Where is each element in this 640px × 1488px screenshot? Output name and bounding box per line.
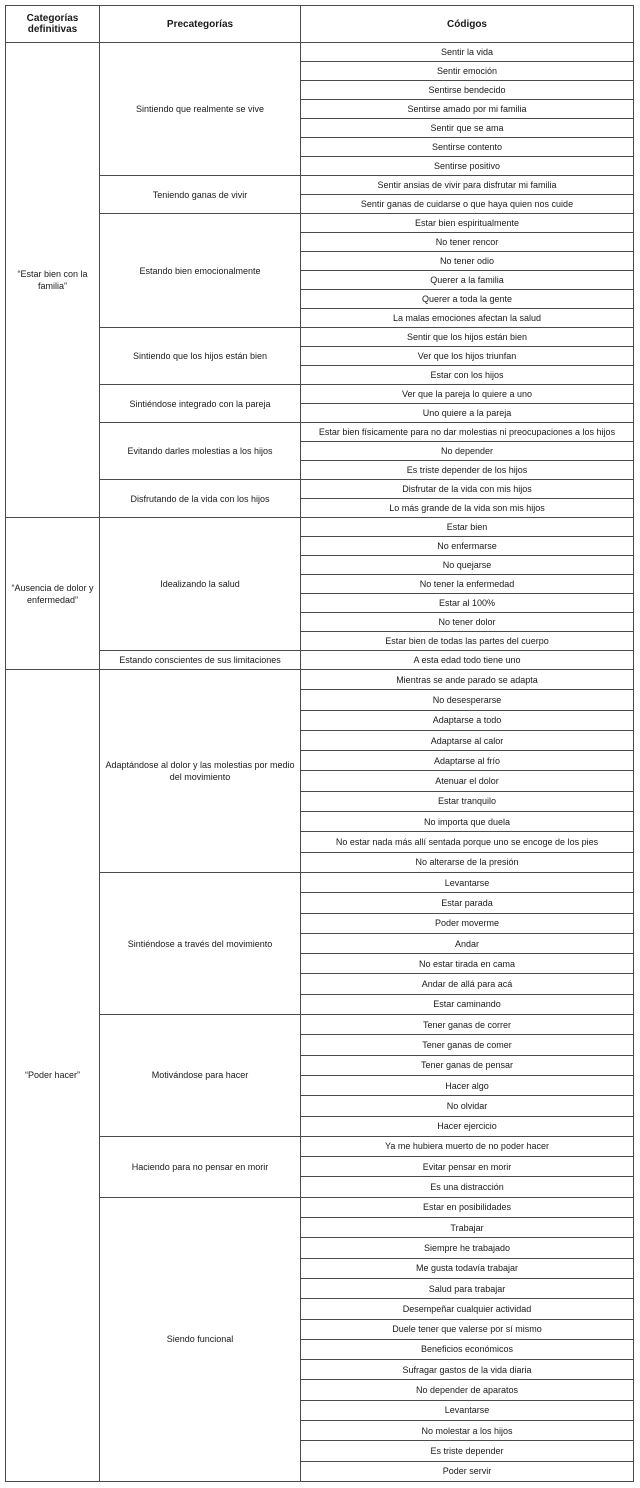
code-cell: Es triste depender [301, 1441, 634, 1461]
table-row [6, 1197, 634, 1217]
code-cell: Desempeñar cualquier actividad [301, 1299, 634, 1319]
code-cell: Estar bien espiritualmente [301, 214, 634, 233]
code-cell: Levantarse [301, 872, 634, 892]
code-cell: Sentir que se ama [301, 119, 634, 138]
code-cell: No olvidar [301, 1096, 634, 1116]
code-cell: No estar tirada en cama [301, 954, 634, 974]
code-cell: Sentir ganas de cuidarse o que haya quien nos cuide [301, 195, 634, 214]
precategory-cell: Sintiéndose a través del movimiento [100, 872, 301, 1014]
code-cell: Estar al 100% [301, 594, 634, 613]
code-cell: Sentirse amado por mi familia [301, 100, 634, 119]
header-precategorias: Precategorías [100, 6, 301, 43]
code-cell: Beneficios económicos [301, 1339, 634, 1359]
code-cell: Adaptarse al frío [301, 751, 634, 771]
code-cell: No desesperarse [301, 690, 634, 710]
header-row [6, 6, 634, 43]
code-cell: Duele tener que valerse por sí mismo [301, 1319, 634, 1339]
code-cell: Trabajar [301, 1218, 634, 1238]
code-cell: No enfermarse [301, 537, 634, 556]
code-cell: Poder servir [301, 1461, 634, 1481]
code-cell: Tener ganas de comer [301, 1035, 634, 1055]
table-row [6, 480, 634, 499]
code-cell: Estar en posibilidades [301, 1197, 634, 1217]
table-body [6, 43, 634, 1482]
precategory-cell: Adaptándose al dolor y las molestias por medio del movimiento [100, 670, 301, 873]
code-cell: Ver que la pareja lo quiere a uno [301, 385, 634, 404]
header-categorias: Categorías definitivas [6, 6, 100, 43]
code-cell: Sentir la vida [301, 43, 634, 62]
code-cell: No tener dolor [301, 613, 634, 632]
code-cell: Estar caminando [301, 994, 634, 1014]
precategory-cell: Siendo funcional [100, 1197, 301, 1481]
code-cell: No depender [301, 442, 634, 461]
table-row [6, 385, 634, 404]
table-row [6, 1136, 634, 1156]
table-row [6, 423, 634, 442]
code-cell: Poder moverme [301, 913, 634, 933]
precategory-cell: Haciendo para no pensar en morir [100, 1136, 301, 1197]
code-cell: Es una distracción [301, 1177, 634, 1197]
code-cell: Adaptarse a todo [301, 710, 634, 730]
category-cell: “Poder hacer” [6, 670, 100, 1482]
code-cell: Querer a la familia [301, 271, 634, 290]
code-cell: Andar [301, 933, 634, 953]
code-cell: Estar tranquilo [301, 791, 634, 811]
categories-table [5, 5, 634, 1482]
code-cell: Tener ganas de correr [301, 1015, 634, 1035]
code-cell: Uno quiere a la pareja [301, 404, 634, 423]
code-cell: Estar bien de todas las partes del cuerpo [301, 632, 634, 651]
precategory-cell: Sintiendo que los hijos están bien [100, 328, 301, 385]
code-cell: Ya me hubiera muerto de no poder hacer [301, 1136, 634, 1156]
code-cell: No alterarse de la presión [301, 852, 634, 872]
code-cell: No tener la enfermedad [301, 575, 634, 594]
precategory-cell: Evitando darles molestias a los hijos [100, 423, 301, 480]
code-cell: Querer a toda la gente [301, 290, 634, 309]
code-cell: No tener rencor [301, 233, 634, 252]
code-cell: Estar bien físicamente para no dar molestias ni preocupaciones a los hijos [301, 423, 634, 442]
code-cell: Sufragar gastos de la vida diaria [301, 1360, 634, 1380]
code-cell: Hacer ejercicio [301, 1116, 634, 1136]
precategory-cell: Sintiéndose integrado con la pareja [100, 385, 301, 423]
code-cell: Estar bien [301, 518, 634, 537]
code-cell: Tener ganas de pensar [301, 1055, 634, 1075]
code-cell: Sentirse positivo [301, 157, 634, 176]
code-cell: Sentir emoción [301, 62, 634, 81]
code-cell: Siempre he trabajado [301, 1238, 634, 1258]
code-cell: La malas emociones afectan la salud [301, 309, 634, 328]
code-cell: Atenuar el dolor [301, 771, 634, 791]
table-row [6, 43, 634, 62]
code-cell: Andar de allá para acá [301, 974, 634, 994]
code-cell: No estar nada más allí sentada porque uno se encoge de los pies [301, 832, 634, 852]
table-row [6, 328, 634, 347]
code-cell: Estar con los hijos [301, 366, 634, 385]
table-row [6, 176, 634, 195]
precategory-cell: Estando bien emocionalmente [100, 214, 301, 328]
code-cell: Adaptarse al calor [301, 730, 634, 750]
code-cell: Ver que los hijos triunfan [301, 347, 634, 366]
table-row [6, 651, 634, 670]
code-cell: A esta edad todo tiene uno [301, 651, 634, 670]
code-cell: Sentirse bendecido [301, 81, 634, 100]
code-cell: Mientras se ande parado se adapta [301, 670, 634, 690]
code-cell: Lo más grande de la vida son mis hijos [301, 499, 634, 518]
category-cell: “Ausencia de dolor y enfermedad” [6, 518, 100, 670]
code-cell: No tener odio [301, 252, 634, 271]
precategory-cell: Sintiendo que realmente se vive [100, 43, 301, 176]
table-row [6, 872, 634, 892]
precategory-cell: Idealizando la salud [100, 518, 301, 651]
table-row [6, 1015, 634, 1035]
table-row [6, 670, 634, 690]
code-cell: Levantarse [301, 1400, 634, 1420]
code-cell: No quejarse [301, 556, 634, 575]
code-cell: Evitar pensar en morir [301, 1157, 634, 1177]
header-codigos: Códigos [301, 6, 634, 43]
code-cell: No depender de aparatos [301, 1380, 634, 1400]
code-cell: Es triste depender de los hijos [301, 461, 634, 480]
precategory-cell: Estando conscientes de sus limitaciones [100, 651, 301, 670]
code-cell: Sentir que los hijos están bien [301, 328, 634, 347]
code-cell: Sentir ansias de vivir para disfrutar mi familia [301, 176, 634, 195]
code-cell: No molestar a los hijos [301, 1420, 634, 1440]
code-cell: Me gusta todavía trabajar [301, 1258, 634, 1278]
category-cell: “Estar bien con la familia” [6, 43, 100, 518]
code-cell: Salud para trabajar [301, 1278, 634, 1298]
code-cell: Estar parada [301, 893, 634, 913]
precategory-cell: Disfrutando de la vida con los hijos [100, 480, 301, 518]
code-cell: Sentirse contento [301, 138, 634, 157]
code-cell: Hacer algo [301, 1075, 634, 1095]
table-row [6, 518, 634, 537]
code-cell: Disfrutar de la vida con mis hijos [301, 480, 634, 499]
code-cell: No importa que duela [301, 812, 634, 832]
table-row [6, 214, 634, 233]
precategory-cell: Teniendo ganas de vivir [100, 176, 301, 214]
precategory-cell: Motivándose para hacer [100, 1015, 301, 1137]
